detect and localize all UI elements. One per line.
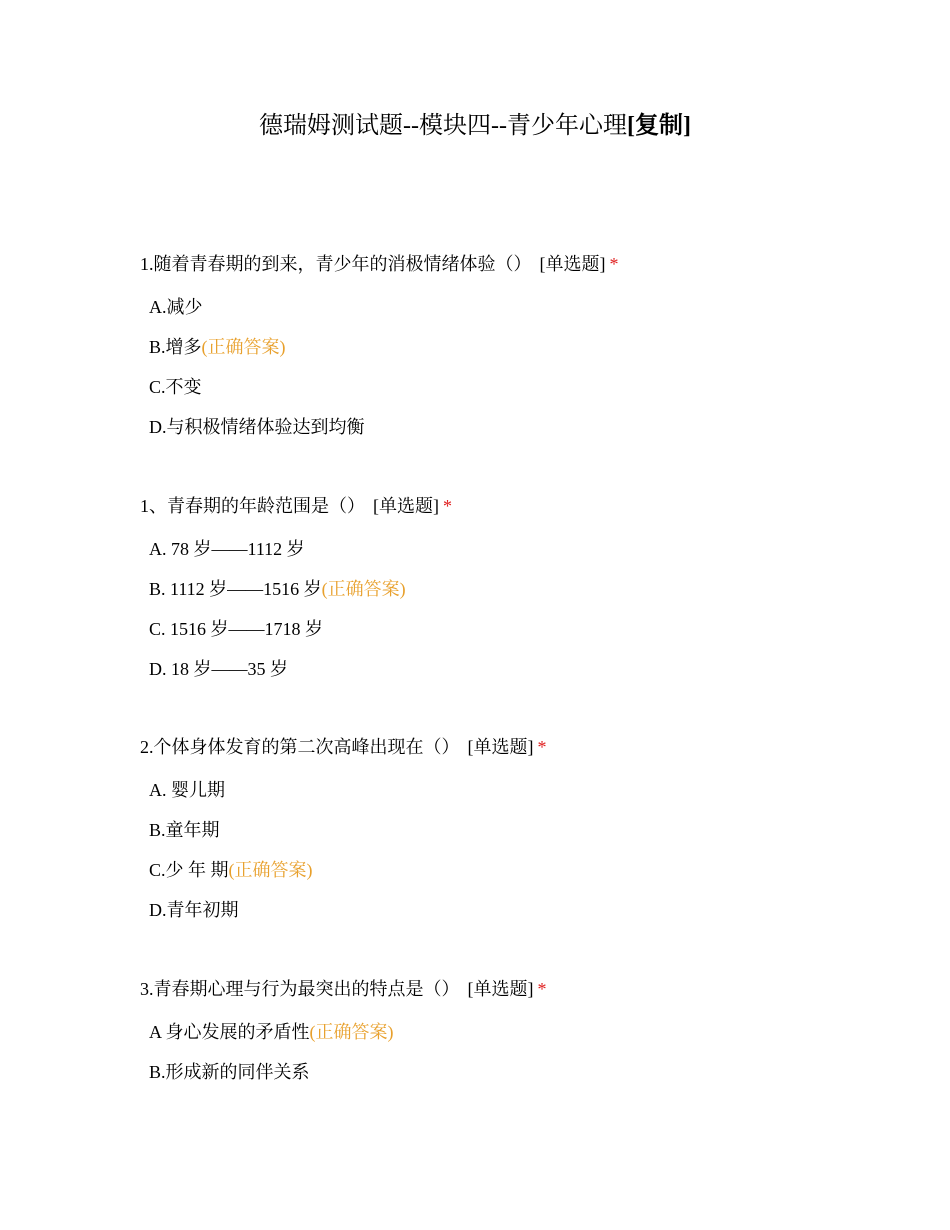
correct-answer-label: (正确答案) bbox=[201, 337, 286, 357]
question-4 bbox=[140, 975, 900, 1101]
option-b[interactable] bbox=[149, 336, 900, 376]
option-a[interactable] bbox=[149, 296, 900, 336]
option-text: B. 1112 岁——1516 岁 bbox=[149, 579, 322, 599]
option-text: D. 18 岁——35 岁 bbox=[149, 659, 288, 679]
question-1 bbox=[140, 250, 900, 456]
option-a[interactable] bbox=[149, 779, 900, 819]
option-c[interactable] bbox=[149, 618, 900, 658]
option-a[interactable] bbox=[149, 538, 900, 578]
question-type: [单选题] bbox=[373, 496, 439, 516]
option-d[interactable] bbox=[149, 658, 900, 698]
question-stem: 3.青春期心理与行为最突出的特点是（） bbox=[140, 979, 460, 999]
option-text: A. 78 岁——1112 岁 bbox=[149, 539, 305, 559]
option-text: A. 婴儿期 bbox=[149, 780, 225, 800]
required-marker: * bbox=[443, 496, 452, 516]
question-type: [单选题] bbox=[467, 979, 534, 999]
required-marker: * bbox=[537, 737, 547, 757]
page-title-main: 德瑞姆测试题--模块四--青少年心理 bbox=[259, 113, 627, 139]
correct-answer-label: (正确答案) bbox=[309, 1022, 394, 1042]
option-text: B.增多 bbox=[149, 337, 202, 357]
question-text bbox=[140, 250, 900, 278]
option-a[interactable] bbox=[149, 1021, 900, 1061]
page-title-suffix: [复制] bbox=[626, 113, 691, 139]
option-text: D.青年初期 bbox=[149, 900, 239, 920]
option-list bbox=[140, 779, 900, 939]
option-d[interactable] bbox=[149, 416, 900, 456]
option-c[interactable] bbox=[149, 859, 900, 899]
question-2 bbox=[140, 492, 900, 698]
correct-answer-label: (正确答案) bbox=[321, 579, 406, 599]
required-marker: * bbox=[537, 979, 547, 999]
question-type: [单选题] bbox=[539, 254, 606, 274]
question-text bbox=[140, 492, 900, 520]
option-text: A.减少 bbox=[149, 297, 203, 317]
option-list bbox=[140, 296, 900, 456]
page-title bbox=[0, 108, 950, 144]
question-3 bbox=[140, 733, 900, 939]
question-text bbox=[140, 975, 900, 1003]
option-list bbox=[140, 538, 900, 698]
question-type: [单选题] bbox=[467, 737, 534, 757]
question-stem: 1.随着青春期的到来，青少年的消极情绪体验（） bbox=[140, 254, 532, 274]
option-text: D.与积极情绪体验达到均衡 bbox=[149, 417, 365, 437]
option-text: C. 1516 岁——1718 岁 bbox=[149, 619, 324, 639]
option-text: C.不变 bbox=[149, 377, 202, 397]
option-c[interactable] bbox=[149, 376, 900, 416]
question-stem: 2.个体身体发育的第二次高峰出现在（） bbox=[140, 737, 460, 757]
correct-answer-label: (正确答案) bbox=[228, 860, 313, 880]
option-list bbox=[140, 1021, 900, 1101]
option-text: B.童年期 bbox=[149, 820, 220, 840]
required-marker: * bbox=[609, 254, 619, 274]
option-d[interactable] bbox=[149, 899, 900, 939]
option-b[interactable] bbox=[149, 819, 900, 859]
option-text: A 身心发展的矛盾性 bbox=[149, 1022, 310, 1042]
option-b[interactable] bbox=[149, 1061, 900, 1101]
question-stem: 1、青春期的年龄范围是（） bbox=[140, 496, 365, 516]
option-text: C.少 年 期 bbox=[149, 860, 229, 880]
option-b[interactable] bbox=[149, 578, 900, 618]
option-text: B.形成新的同伴关系 bbox=[149, 1062, 310, 1082]
question-text bbox=[140, 733, 900, 761]
